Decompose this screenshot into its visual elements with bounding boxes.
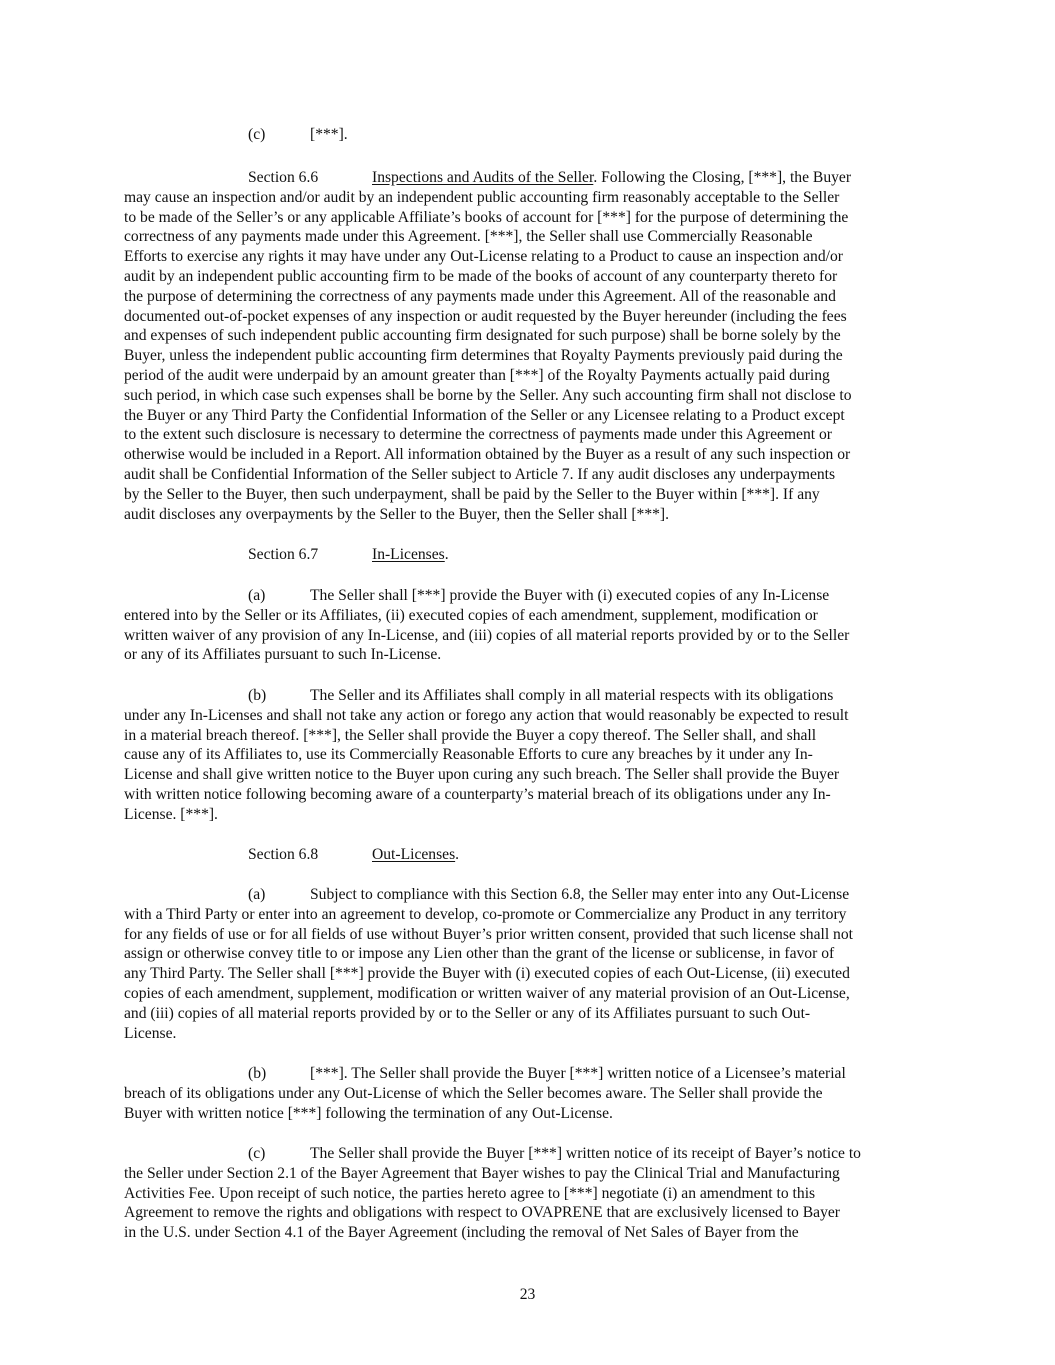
page-number: 23 (519, 1286, 536, 1303)
section-line: the purpose of determining the correctness of any payments made under this Agreement. All of the reasonable and (124, 287, 836, 305)
paragraph-line: entered into by the Seller or its Affiliates, (ii) executed copies of each amendment, supplement, modification or (124, 606, 818, 624)
section-6-7-para-a (124, 586, 932, 665)
section-heading: Inspections and Audits of the Seller (372, 169, 594, 186)
section-line: by the Seller to the Buyer, then such underpayment, shall be paid by the Seller to the Buyer within [***]. If any (124, 485, 820, 503)
section-line: Buyer, unless the independent public accounting firm determines that Royalty Payments previously paid during the (124, 347, 843, 365)
paragraph-line: The Seller shall [***] provide the Buyer with (i) executed copies of any In-License (310, 587, 830, 604)
paragraph-line: written waiver of any provision of any In-License, and (iii) copies of all material reports provided by or to the Seller (124, 626, 850, 644)
section-line: otherwise would be included in a Report. All information obtained by the Buyer as a result of any such inspection or (124, 446, 851, 464)
section-line: may cause an inspection and/or audit by an independent public accounting firm reasonably acceptable to the Seller (124, 188, 840, 206)
paragraph-c-top (124, 125, 932, 145)
section-line: and expenses of such independent public accounting firm designated for such purpose) shall be borne solely by the (124, 327, 841, 345)
paragraph-line: in the U.S. under Section 4.1 of the Bayer Agreement (including the removal of Net Sales of Bayer from the (124, 1224, 799, 1242)
paragraph-line: under any In-Licenses and shall not take any action or forego any action that would reasonably be expected to result (124, 706, 849, 724)
paragraph-line: and (iii) copies of all material reports provided by or to the Seller or any of its Affiliates pursuant to such Out- (124, 1004, 811, 1022)
paragraph-line: any Third Party. The Seller shall [***] provide the Buyer with (i) executed copies of each Out-License, (ii) executed (124, 965, 850, 983)
paragraph-line: copies of each amendment, supplement, modification or written waiver of any material provision of an Out-License, (124, 984, 850, 1002)
paragraph-line: Agreement to remove the rights and obligations with respect to OVAPRENE that are exclusively licensed to Bayer (124, 1204, 840, 1222)
section-line: documented out-of-pocket expenses of any inspection or audit requested by the Buyer hereunder (including the fees (124, 307, 847, 325)
paragraph-line: or any of its Affiliates pursuant to such In-License. (124, 646, 442, 664)
paragraph-label: (a) (248, 587, 266, 604)
section-6-7-para-b (124, 686, 932, 825)
paragraph-line: License. (124, 1024, 177, 1042)
section-heading: In-Licenses (372, 546, 445, 563)
section-line: audit shall be Confidential Information of the Seller subject to Article 7. If any audit discloses any underpayments (124, 465, 836, 483)
paragraph-label: (a) (248, 886, 266, 903)
section-line: to the extent such disclosure is necessary to determine the correctness of payments made under this Agreement or (124, 426, 832, 444)
paragraph-line: Buyer with written notice [***] following the termination of any Out-License. (124, 1104, 613, 1122)
section-6-8 (124, 845, 932, 865)
section-line: period of the audit were underpaid by an amount greater than [***] of the Royalty Payments actually paid during (124, 366, 830, 384)
paragraph-line: Activities Fee. Upon receipt of such notice, the parties hereto agree to [***] negotiate (i) an amendment to this (124, 1184, 816, 1202)
section-6-8-para-a (124, 885, 932, 1043)
section-number: Section 6.6 (248, 169, 319, 186)
paragraph-line: with written notice following becoming aware of a counterparty’s material breach of its obligations under any In- (124, 785, 831, 803)
section-number: Section 6.7 (248, 546, 319, 563)
paragraph-line: Subject to compliance with this Section 6.8, the Seller may enter into any Out-License (310, 886, 850, 903)
section-6-6 (124, 168, 932, 524)
paragraph-line: License and shall give written notice to the Buyer upon curing any such breach. The Seller shall provide the Buyer (124, 766, 840, 784)
section-line: to be made of the Seller’s or any applicable Affiliate’s books of account for [***] for the purpose of determining the (124, 208, 849, 226)
section-6-8-para-b (124, 1064, 932, 1123)
section-heading-trail: . (444, 546, 449, 563)
section-line: . Following the Closing, [***], the Buyer (593, 169, 852, 186)
section-heading-trail: . (455, 846, 460, 863)
paragraph-line: with a Third Party or enter into an agreement to develop, co-promote or Commercialize any Product in any territory (124, 905, 847, 923)
section-6-8-para-c (124, 1144, 932, 1243)
section-line: audit by an independent public accounting firm to be made of the books of account of any counterparty thereto for (124, 267, 838, 285)
paragraph-label: (c) (248, 126, 266, 143)
section-number: Section 6.8 (248, 846, 319, 863)
section-line: audit discloses any overpayments by the Seller to the Buyer, then the Seller shall [***]. (124, 505, 670, 523)
section-heading: Out-Licenses (372, 846, 456, 863)
section-line: such period, in which case such expenses shall be borne by the Seller. Any such accounting firm shall not disclose to (124, 386, 852, 404)
paragraph-line: License. [***]. (124, 805, 218, 823)
paragraph-label: (b) (248, 687, 267, 704)
section-6-7 (124, 545, 932, 565)
paragraph-label: (c) (248, 1145, 266, 1162)
paragraph-line: breach of its obligations under any Out-License of which the Seller becomes aware. The Seller shall provide the (124, 1084, 823, 1102)
paragraph-line: [***]. The Seller shall provide the Buyer [***] written notice of a Licensee’s material (310, 1065, 846, 1082)
paragraph-line: in a material breach thereof. [***], the Seller shall provide the Buyer a copy thereof. The Seller shall, and shall (124, 726, 817, 744)
paragraph-line: assign or otherwise convey title to or impose any Lien other than the grant of the license or sublicense, in favor of (124, 945, 835, 963)
paragraph-line: the Seller under Section 2.1 of the Bayer Agreement that Bayer wishes to pay the Clinical Trial and Manufacturing (124, 1164, 840, 1182)
paragraph-line: The Seller and its Affiliates shall comply in all material respects with its obligations (310, 687, 834, 704)
paragraph-text: [***]. (310, 126, 348, 143)
section-line: the Buyer or any Third Party the Confidential Information of the Seller or any Licensee relating to a Product except (124, 406, 845, 424)
paragraph-label: (b) (248, 1065, 267, 1082)
paragraph-line: for any fields of use or for all fields of use without Buyer’s prior written consent, provided that such license shall not (124, 925, 853, 943)
paragraph-line: cause any of its Affiliates to, use its Commercially Reasonable Efforts to cure any breaches by it under any In- (124, 746, 813, 764)
paragraph-line: The Seller shall provide the Buyer [***] written notice of its receipt of Bayer’s notice to (310, 1145, 861, 1162)
section-line: Efforts to exercise any rights it may have under any Out-License relating to a Product to cause an inspection and/or (124, 248, 843, 266)
section-line: correctness of any payments made under this Agreement. [***], the Seller shall use Commercially Reasonable (124, 228, 813, 246)
